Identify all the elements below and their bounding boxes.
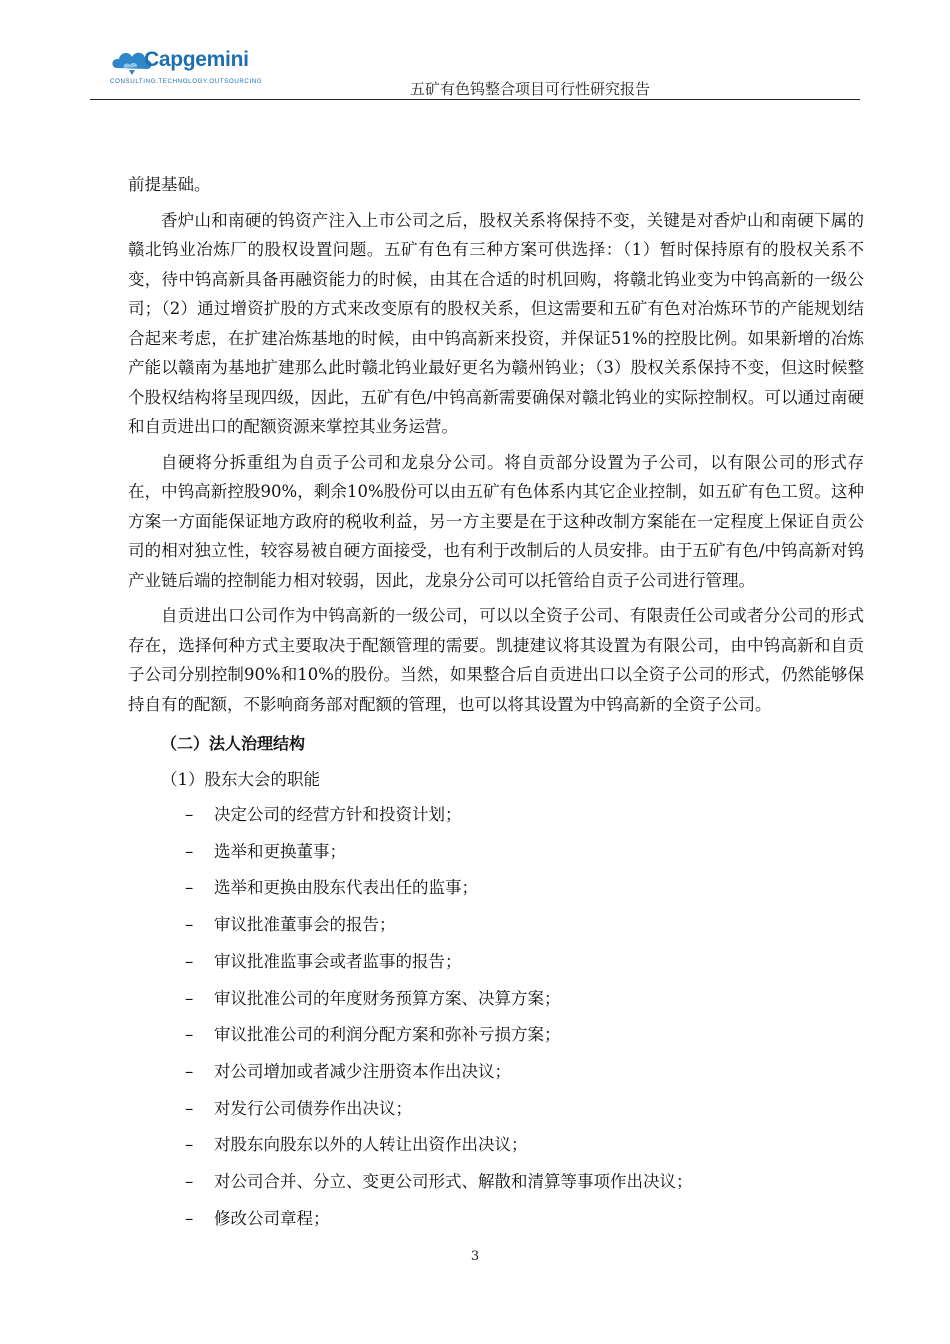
page-body: [128, 170, 864, 1237]
paragraph-zigong-restructure: 自硬将分拆重组为自贡子公司和龙泉分公司。将自贡部分设置为子公司，以有限公司的形式存在，中钨高新控股90%，剩余10%股份可以由五矿有色体系内其它企业控制，如五矿有色工贸。这种方案一方面能保证地方政府的税收利益，另一方主要是在于这种改制方案能在一定程度上保证自贡公司的相对独立性，较容易被自硬方面接受，也有利于改制后的人员安排。由于五矿有色/中钨高新对钨产业链后端的控制能力相对较弱，因此，龙泉分公司可以托管给自贡子公司进行管理。: [128, 452, 864, 590]
list-item: – 审议批准监事会或者监事的报告；: [185, 951, 462, 971]
list-item: – 决定公司的经营方针和投资计划；: [185, 805, 462, 824]
logo-tagline: CONSULTING.TECHNOLOGY.OUTSOURCING: [110, 78, 263, 85]
section-heading: （二）法人治理结构: [161, 734, 306, 753]
list-item: – 对公司增加或者减少注册资本作出决议；: [185, 1061, 511, 1081]
paragraph-zigong-import-export: 自贡进出口公司作为中钨高新的一级公司，可以以全资子公司、有限责任公司或者分公司的形式存在，选择何种方式主要取决于配额管理的需要。凯捷建议将其设置为有限公司，由中钨高新和自贡子公司分别控制90%和10%的股份。当然，如果整合后自贡进出口以全资子公司的形式，仍然能够保持自有的配额，不影响商务部对配额的管理，也可以将其设置为中钨高新的全资子公司。: [128, 606, 864, 714]
shareholder-duties-list: [128, 797, 864, 1237]
paragraph-equity-structure: 香炉山和南硬的钨资产注入上市公司之后，股权关系将保持不变，关键是对香炉山和南硬下属的赣北钨业冶炼厂的股权设置问题。五矿有色有三种方案可供选择：（1）暂时保持原有的股权关系不变，待中钨高新具备再融资能力的时候，由其在合适的时机回购，将赣北钨业变为中钨高新的一级公司；（2）通过增资扩股的方式来改变原有的股权关系，但这需要和五矿有色对冶炼环节的产能规划结合起来考虑，在扩建冶炼基地的时候，由中钨高新来投资，并保证51%的控股比例。如果新增的冶炼产能以赣南为基地扩建那么此时赣北钨业最好更名为赣州钨业；（3）股权关系保持不变，但这时候整个股权结构将呈现四级，因此，五矿有色/中钨高新需要确保对赣北钨业的实际控制权。可以通过南硬和自贡进出口的配额资源来掌控其业务运营。: [128, 210, 864, 436]
page-number: 3: [470, 1249, 480, 1264]
list-item: – 审议批准董事会的报告；: [185, 915, 396, 935]
list-item: – 修改公司章程；: [185, 1208, 330, 1228]
list-item: – 选举和更换由股东代表出任的监事；: [185, 878, 478, 898]
list-item: – 对发行公司债券作出决议；: [185, 1098, 412, 1118]
paragraph-continuation: 前提基础。: [128, 175, 211, 194]
list-item: – 审议批准公司的利润分配方案和弥补亏损方案；: [185, 1025, 561, 1045]
list-item: – 审议批准公司的年度财务预算方案、决算方案；: [185, 988, 561, 1008]
list-item: – 选举和更换董事；: [185, 841, 346, 861]
subsection-heading: （1）股东大会的职能: [161, 770, 320, 789]
list-item: – 对股东向股东以外的人转让出资作出决议；: [185, 1135, 528, 1155]
logo-wordmark: Capgemini: [144, 48, 249, 71]
header-divider: [90, 99, 860, 100]
document-header-title: 五矿有色钨整合项目可行性研究报告: [409, 80, 650, 98]
list-item: – 对公司合并、分立、变更公司形式、解散和清算等事项作出决议；: [185, 1172, 693, 1192]
